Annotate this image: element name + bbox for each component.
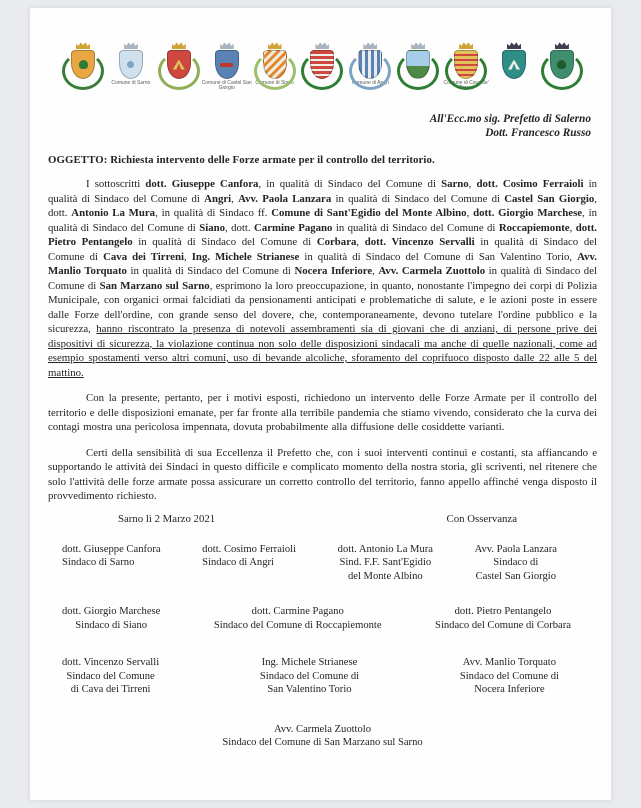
text-segment: Sarno <box>441 178 469 190</box>
text-segment: in qualità di Sindaco del Comune di <box>126 265 295 277</box>
shield-emblem-icon <box>220 63 233 67</box>
signature-row-4 <box>48 723 597 750</box>
signature-line: Nocera Inferiore <box>474 684 545 695</box>
text-segment: , esprimono la loro preoccupazione, in quanto, nonostante l'impegno dei corpi di Polizia Municipale, con organici ormai falcidiati da pensionamenti anticipati e problematiche di salute, e le azioni poste in essere dalle Forze dell'ordine, con grande senso del dovere, che, contemporaneamente, devono tutelare l'ordine pubblico e la sicurezza, <box>48 279 597 335</box>
signature-line: Sindaco di Siano <box>75 619 148 631</box>
signature-row-2 <box>48 605 597 632</box>
text-segment: , dott. <box>225 221 255 234</box>
text-segment: in qualità di Sindaco del Comune di <box>48 236 598 263</box>
text-segment: , in qualità di Sindaco del Comune di <box>258 178 442 190</box>
signature-line: dott. Giorgio Marchese <box>62 606 161 617</box>
text-segment: Castel San Giorgio <box>504 192 595 205</box>
text-segment: Antonio La Mura <box>71 207 156 219</box>
text-segment: in qualità di Sindaco del Comune di San Valentino Torio, <box>299 250 578 263</box>
text-segment: , <box>569 221 576 234</box>
signature-row-3 <box>48 656 597 697</box>
signature-line: Avv. Carmela Zuottolo <box>273 723 372 735</box>
signature-block <box>475 543 557 584</box>
crown-icon <box>220 42 234 49</box>
text-segment: Corbara <box>316 236 357 248</box>
signature-block <box>460 656 559 697</box>
signature-block <box>222 723 422 750</box>
crown-icon <box>363 42 377 49</box>
crest-caption: Comune di Siano <box>255 80 294 86</box>
crown-icon <box>124 42 138 49</box>
text-segment: San Marzano sul Sarno <box>99 279 210 292</box>
crest-sarno-wreath <box>62 42 104 79</box>
signature-block <box>62 656 159 697</box>
text-segment: , <box>468 178 477 190</box>
text-segment: , <box>356 236 365 248</box>
text-segment: , <box>466 207 474 219</box>
text-segment: in qualità di Sindaco del Comune di <box>332 221 499 234</box>
signature-line: Avv. Paola Lanzara <box>474 543 557 555</box>
crest-strip <box>48 42 597 100</box>
text-segment: dott. Pietro Pentangelo <box>48 221 597 248</box>
crest-red-white-bands <box>301 42 343 79</box>
signature-block <box>202 543 296 584</box>
shield-emblem-icon <box>79 60 88 69</box>
shield-icon <box>502 50 526 79</box>
signature-line: Sindaco del Comune di San Marzano sul Sarno <box>222 737 423 748</box>
signature-line: Sindaco del Comune di <box>259 670 360 682</box>
shield-emblem-icon <box>127 61 134 68</box>
text-segment: in qualità di Sindaco del Comune di <box>331 192 505 205</box>
signature-line: dott. Vincenzo Servalli <box>62 657 160 668</box>
signature-line: Sindaco del Comune di <box>459 670 559 682</box>
text-segment: Roccapiemonte <box>498 221 570 234</box>
recipient-line-2: Dott. Francesco Russo <box>485 127 591 139</box>
crown-icon <box>315 42 329 49</box>
crown-icon <box>268 42 282 49</box>
crest-cava-de-tirreni <box>445 42 487 91</box>
text-segment: dott. Cosimo Ferraioli <box>476 178 584 190</box>
text-segment: Siano <box>199 221 226 234</box>
text-segment: Avv. Manlio Torquato <box>48 250 597 277</box>
signature-block <box>62 543 161 584</box>
signature-line: dott. Cosimo Ferraioli <box>202 543 297 555</box>
signature-line: Sindaco di Angri <box>202 557 274 568</box>
text-segment: Ing. Michele Strianese <box>191 250 300 263</box>
subject-line: OGGETTO: Richiesta intervento delle Forze armate per il controllo del territorio. <box>48 154 435 166</box>
signature-line: dott. Pietro Pentangelo <box>454 606 552 617</box>
place-date: Sarno lì 2 Marzo 2021 <box>118 512 216 525</box>
recipient-line-1: All'Ecc.mo sig. Prefetto di Salerno <box>429 113 591 125</box>
closing-formula: Con Osservanza <box>446 512 517 525</box>
signature-row-1 <box>48 543 597 584</box>
crest-green-trees <box>541 42 583 79</box>
crown-icon <box>411 42 425 49</box>
signature-line: Sindaco del Comune di Roccapiemonte <box>213 619 382 631</box>
signature-block <box>260 656 359 697</box>
body-paragraph-1 <box>48 177 597 380</box>
signature-block <box>214 605 382 632</box>
text-segment: Cava dei Tirreni <box>103 250 184 263</box>
signature-line: dott. Giuseppe Canfora <box>62 543 161 555</box>
shield-emblem-icon <box>173 60 185 70</box>
crest-castel-san-giorgio <box>201 42 252 91</box>
text-segment: , dott. <box>48 192 597 219</box>
date-closing-row <box>48 513 597 525</box>
signature-line: del Monte Albino <box>347 570 423 582</box>
crest-caption: Comune di Cava de' Tirreni <box>443 80 489 91</box>
signature-line: Sind. F.F. Sant'Egidio <box>339 557 432 568</box>
crest-caption: Comune di Angri <box>351 80 389 86</box>
signature-line: di Cava dei Tirreni <box>70 684 151 695</box>
crest-angri <box>349 42 391 86</box>
crown-icon <box>76 42 90 49</box>
crest-red-chevron <box>158 42 200 79</box>
crest-siano <box>254 42 296 86</box>
shield-emblem-icon <box>508 60 520 70</box>
crest-caption: Comune di Castel San Giorgio <box>201 80 252 91</box>
text-segment: Nocera Inferiore <box>294 265 373 277</box>
body-paragraph-2: Con la presente, pertanto, per i motivi esposti, richiedono un intervento delle Forze Armate per il controllo del territorio e delle disposizioni emanate, per far fronte alla terribile pandemia che stiamo vivendo, considerato che la curva dei contagi mostra una pericolosa impennata, dovuta probabilmente alla diffusione delle cosiddette varianti. <box>48 392 597 433</box>
signature-line: Sindaco di <box>493 557 539 568</box>
signature-block <box>338 543 433 584</box>
crown-icon <box>555 42 569 49</box>
text-segment: dott. Giuseppe Canfora <box>145 178 259 190</box>
text-segment: Comune di Sant'Egidio del Monte Albino <box>271 207 467 219</box>
shield-icon <box>263 50 287 79</box>
text-segment: I sottoscritti <box>86 178 146 190</box>
signature-line: dott. Antonio La Mura <box>337 543 433 555</box>
signature-line: Castel San Giorgio <box>475 570 556 582</box>
signature-line: Sindaco di Sarno <box>62 557 135 568</box>
signature-line: Sindaco del Comune di Corbara <box>435 619 571 631</box>
text-segment: dott. Giorgio Marchese <box>473 207 583 219</box>
text-segment: , <box>372 265 379 277</box>
text-segment: in qualità di Sindaco del Comune di <box>48 265 597 292</box>
crown-icon <box>507 42 521 49</box>
signature-block <box>62 605 160 632</box>
signature-line: dott. Carmine Pagano <box>251 606 344 617</box>
crown-icon <box>172 42 186 49</box>
signature-line: San Valentino Torio <box>267 684 352 695</box>
shield-icon <box>215 50 239 79</box>
text-segment: Carmine Pagano <box>254 221 333 234</box>
body-paragraph-3: Certi della sensibilità di sua Eccellenza il Prefetto che, con i suoi interventi continui e costanti, sta affiancando e supportando le attività dei Sindaci in questo difficile e complicato momento della nostra storia, gli scriventi, nel ritenere che solo l'attività delle forze armate possa assicurare un corretto controllo del territorio, fanno appello affinché venga disposto il provvedimento richiesto. <box>48 446 597 502</box>
text-segment: , in qualità di Sindaco del Comune di <box>48 207 598 234</box>
letter-page <box>30 8 611 800</box>
text-segment: , <box>231 192 239 205</box>
crest-comune-di-sarno <box>110 42 152 86</box>
signature-line: Avv. Manlio Torquato <box>462 657 557 668</box>
crest-caption: Comune di Sarno <box>111 80 151 86</box>
text-segment: , in qualità di Sindaco ff. <box>155 207 272 219</box>
text-segment: Avv. Carmela Zuottolo <box>378 265 486 277</box>
shield-icon <box>119 50 143 79</box>
text-segment: dott. Vincenzo Servalli <box>364 236 475 248</box>
crown-icon <box>459 42 473 49</box>
recipient-block <box>48 112 591 140</box>
text-segment: , <box>183 250 192 263</box>
text-segment: in qualità di Sindaco del Comune di <box>48 178 598 205</box>
shield-icon <box>167 50 191 79</box>
signature-line: Sindaco del Comune <box>66 670 155 682</box>
text-segment: Avv. Paola Lanzara <box>238 192 332 205</box>
text-segment: in qualità di Sindaco del Comune di <box>132 236 317 248</box>
crest-teal-chevron <box>493 42 535 79</box>
text-segment: hanno riscontrato la presenza di notevoli assembramenti sia di giovani che di anziani, di persone prive dei dispositivi di sicurezza, la violazione continua non solo delle disposizioni sindacali ma anche di quelle nazionali, come ad esempio spostamenti verso altri comuni, uso di bevande alcoliche, sforamento del coprifuoco disposto dalle 22 alle 5 del mattino. <box>48 323 598 379</box>
signature-line: Ing. Michele Strianese <box>261 657 358 668</box>
shield-emblem-icon <box>557 60 566 69</box>
crest-mountain <box>397 42 439 79</box>
text-segment: Angri <box>204 192 232 205</box>
signature-block <box>435 605 571 632</box>
